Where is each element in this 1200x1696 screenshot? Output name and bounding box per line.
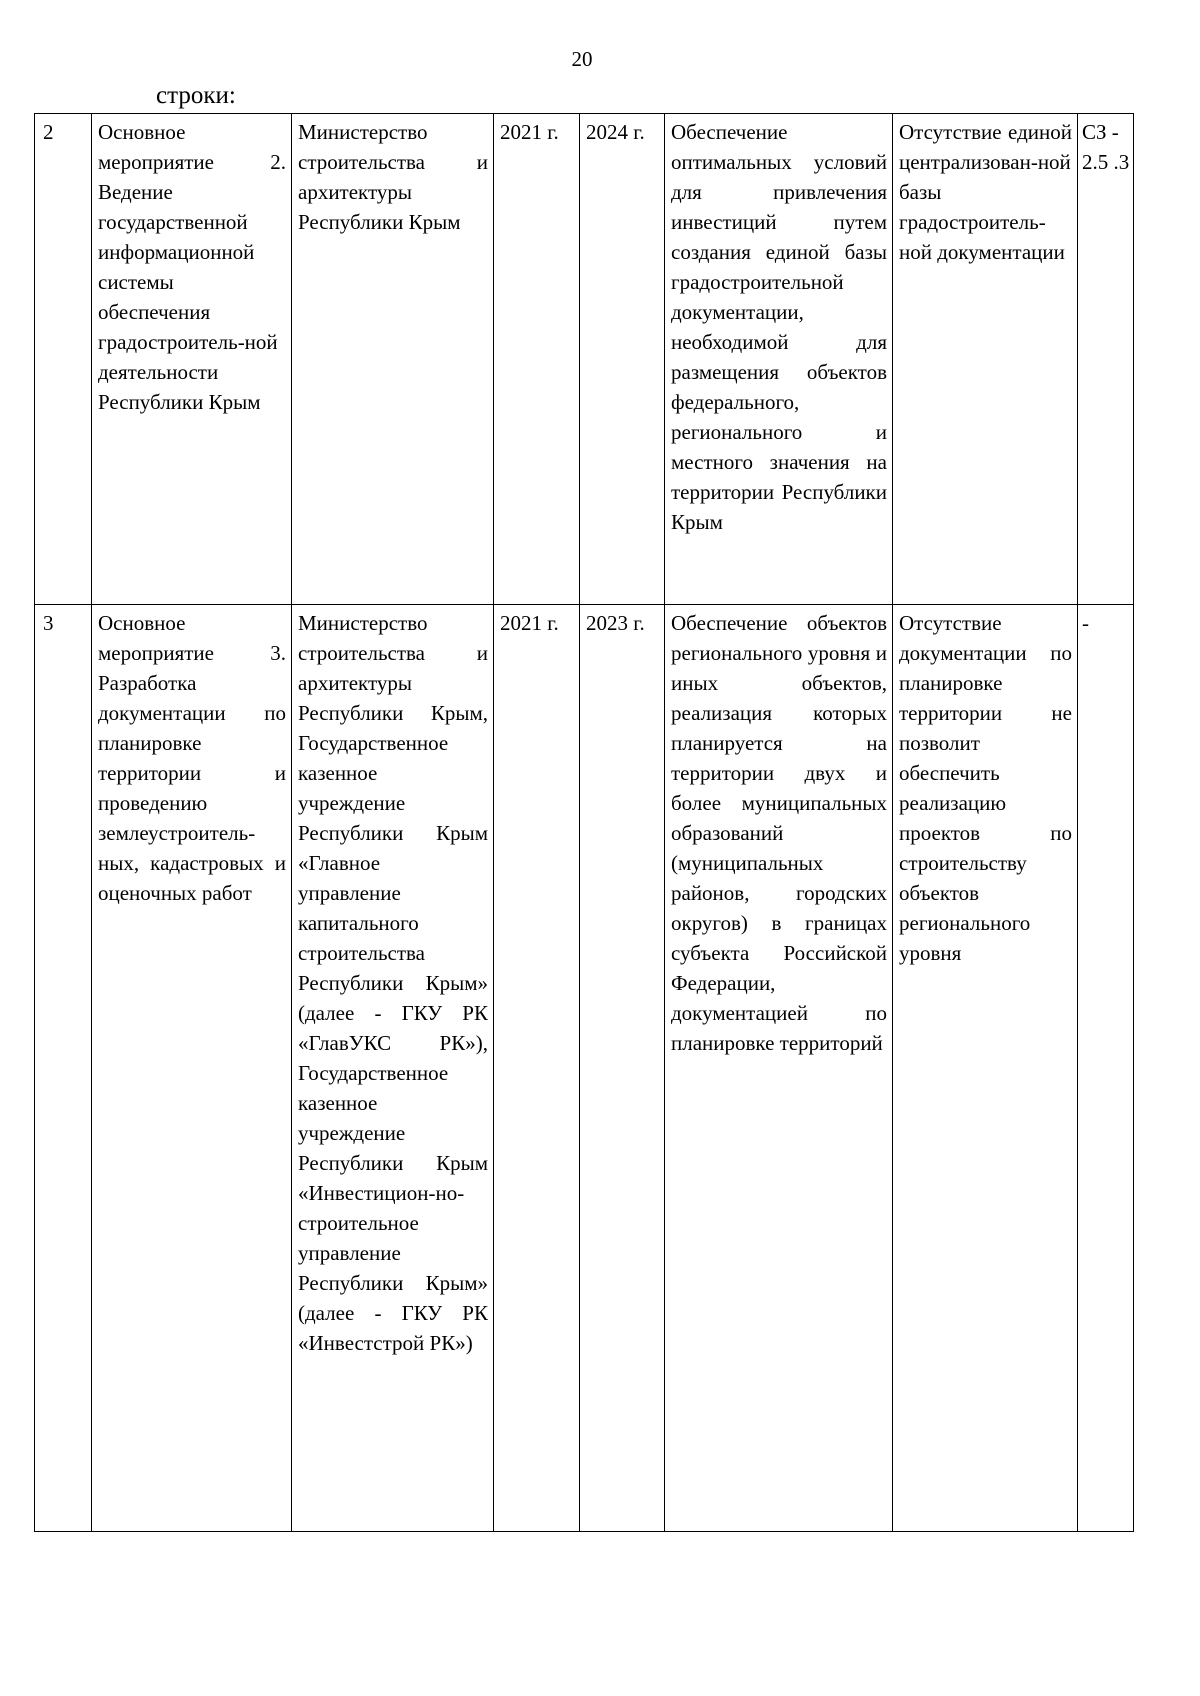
executor-cell: Министерство строительства и архитектуры Республики Крым <box>292 114 494 605</box>
expected-result-cell: Обеспечение объектов регионального уровня и иных объектов, реализация которых планируется на территории двух и более муниципальных образований (муниципальных районов, городских округов) в границах субъекта Российской Федерации, документацией по планировке территорий <box>665 605 893 1532</box>
start-year-cell: 2021 г. <box>494 114 580 605</box>
lead-word: строки: <box>156 82 236 109</box>
end-year-cell: 2024 г. <box>580 114 665 605</box>
table-row <box>35 605 1134 1532</box>
consequence-cell: Отсутствие единой централизован-ной базы градостроитель-ной документации <box>893 114 1078 605</box>
program-events-table <box>34 113 1134 1532</box>
start-year-cell: 2021 г. <box>494 605 580 1532</box>
row-number-cell: 3 <box>35 605 92 1532</box>
event-cell: Основное мероприятие 3. Разработка документации по планировке территории и проведению землеустроитель-ных, кадастровых и оценочных работ <box>92 605 292 1532</box>
consequence-cell: Отсутствие документации по планировке территории не позволит обеспечить реализацию проектов по строительству объектов регионального уровня <box>893 605 1078 1532</box>
end-year-cell: 2023 г. <box>580 605 665 1532</box>
executor-cell: Министерство строительства и архитектуры Республики Крым, Государственное казенное учреждение Республики Крым «Главное управление капитального строительства Республики Крым» (далее - ГКУ РК «ГлавУКС РК»), Государственное казенное учреждение Республики Крым «Инвестицион-но-строительное управление Республики Крым» (далее - ГКУ РК «Инвестстрой РК») <box>292 605 494 1532</box>
page-number: 20 <box>571 47 593 71</box>
table-row <box>35 114 1134 605</box>
link-cell: СЗ - 2.5 .3 <box>1078 114 1134 605</box>
event-cell: Основное мероприятие 2. Ведение государственной информационной системы обеспечения градостроитель-ной деятельности Республики Крым <box>92 114 292 605</box>
expected-result-cell: Обеспечение оптимальных условий для привлечения инвестиций путем создания единой базы градостроительной документации, необходимой для размещения объектов федерального, регионального и местного значения на территории Республики Крым <box>665 114 893 605</box>
row-number-cell: 2 <box>35 114 92 605</box>
link-cell: - <box>1078 605 1134 1532</box>
